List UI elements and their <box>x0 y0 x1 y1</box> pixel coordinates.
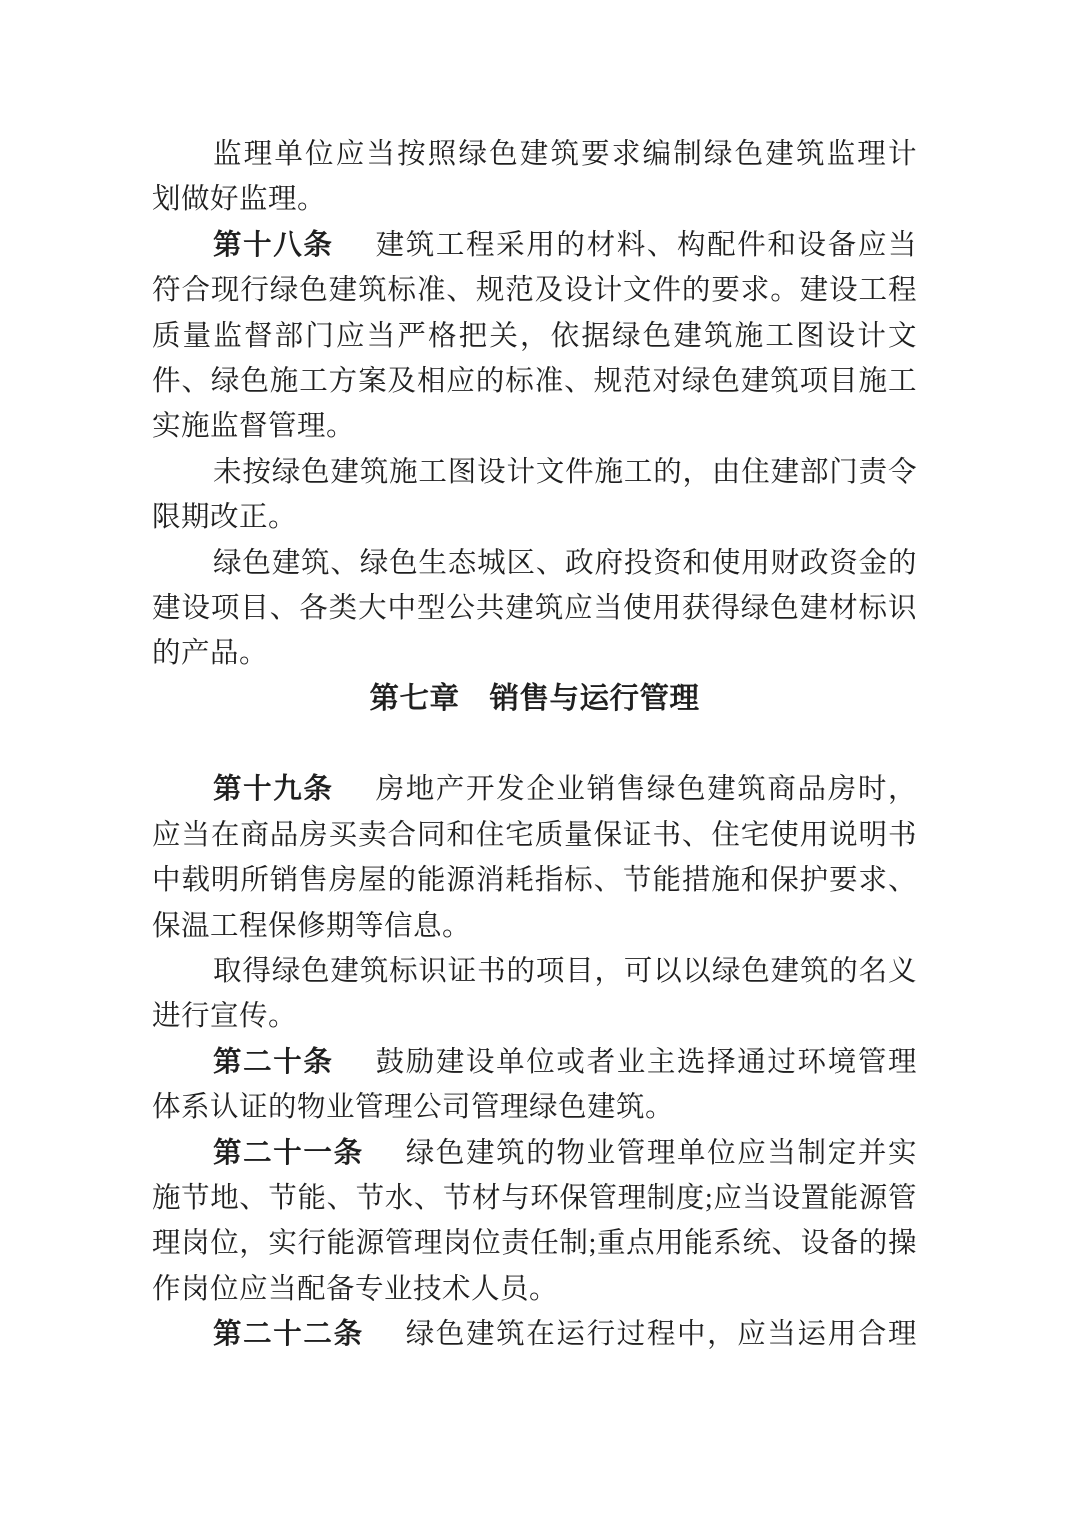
article-number: 第二十条 <box>213 1046 334 1078</box>
document-text-block <box>152 132 917 1358</box>
line-text: 建筑工程采用的材料、构配件和设备应当 <box>375 229 917 261</box>
article-number: 第十九条 <box>213 774 334 806</box>
chapter-heading <box>152 677 917 722</box>
text-line <box>152 1176 917 1221</box>
line-text: 划做好监理。 <box>152 184 327 216</box>
text-line <box>152 813 917 858</box>
line-text: 进行宣传。 <box>152 1001 298 1033</box>
text-line <box>152 767 917 812</box>
text-line <box>152 858 917 903</box>
text-line <box>152 541 917 586</box>
line-text: 绿色建筑、绿色生态城区、政府投资和使用财政资金的 <box>213 547 917 579</box>
line-text: 理岗位，实行能源管理岗位责任制;重点用能系统、设备的操 <box>152 1228 917 1260</box>
line-text: 施节地、节能、节水、节材与环保管理制度;应当设置能源管 <box>152 1182 917 1214</box>
line-text: 监理单位应当按照绿色建筑要求编制绿色建筑监理计 <box>213 139 917 170</box>
text-line <box>152 132 917 177</box>
text-line <box>152 268 917 313</box>
line-text: 保温工程保修期等信息。 <box>152 910 472 942</box>
blank-line <box>152 722 917 767</box>
article-number: 第二十二条 <box>213 1319 364 1351</box>
text-line <box>152 1267 917 1312</box>
line-text: 取得绿色建筑标识证书的项目，可以以绿色建筑的名义 <box>213 956 917 988</box>
line-text: 体系认证的物业管理公司管理绿色建筑。 <box>152 1092 675 1124</box>
text-line <box>152 904 917 949</box>
text-line <box>152 1312 917 1357</box>
chapter-heading-text: 第七章 销售与运行管理 <box>369 682 700 715</box>
text-line <box>152 586 917 631</box>
article-number: 第十八条 <box>213 229 334 261</box>
text-line <box>152 631 917 676</box>
text-line <box>152 404 917 449</box>
line-text: 中载明所销售房屋的能源消耗指标、节能措施和保护要求、 <box>152 865 917 897</box>
text-line <box>152 495 917 540</box>
line-text: 的产品。 <box>152 638 269 670</box>
line-text: 限期改正。 <box>152 502 298 534</box>
text-line <box>152 177 917 222</box>
line-text: 绿色建筑的物业管理单位应当制定并实 <box>405 1137 917 1169</box>
line-text: 未按绿色建筑施工图设计文件施工的，由住建部门责令 <box>213 456 917 488</box>
text-line <box>152 359 917 404</box>
line-text: 鼓励建设单位或者业主选择通过环境管理 <box>375 1046 917 1078</box>
line-text: 应当在商品房买卖合同和住宅质量保证书、住宅使用说明书 <box>152 819 917 851</box>
line-text: 件、绿色施工方案及相应的标准、规范对绿色建筑项目施工 <box>152 365 917 397</box>
text-line <box>152 1085 917 1130</box>
text-line <box>152 949 917 994</box>
article-number: 第二十一条 <box>213 1137 364 1169</box>
line-text: 建设项目、各类大中型公共建筑应当使用获得绿色建材标识 <box>152 592 917 624</box>
text-line <box>152 994 917 1039</box>
line-text: 房地产开发企业销售绿色建筑商品房时， <box>375 774 917 806</box>
text-line <box>152 1221 917 1266</box>
text-line <box>152 314 917 359</box>
text-line <box>152 450 917 495</box>
line-text: 符合现行绿色建筑标准、规范及设计文件的要求。建设工程 <box>152 275 917 307</box>
text-line <box>152 1040 917 1085</box>
line-text: 作岗位应当配备专业技术人员。 <box>152 1273 559 1305</box>
line-text: 质量监督部门应当严格把关，依据绿色建筑施工图设计文 <box>152 320 917 352</box>
text-line <box>152 1131 917 1176</box>
line-text: 绿色建筑在运行过程中，应当运用合理 <box>405 1319 917 1351</box>
text-line <box>152 223 917 268</box>
line-text: 实施监督管理。 <box>152 411 356 443</box>
